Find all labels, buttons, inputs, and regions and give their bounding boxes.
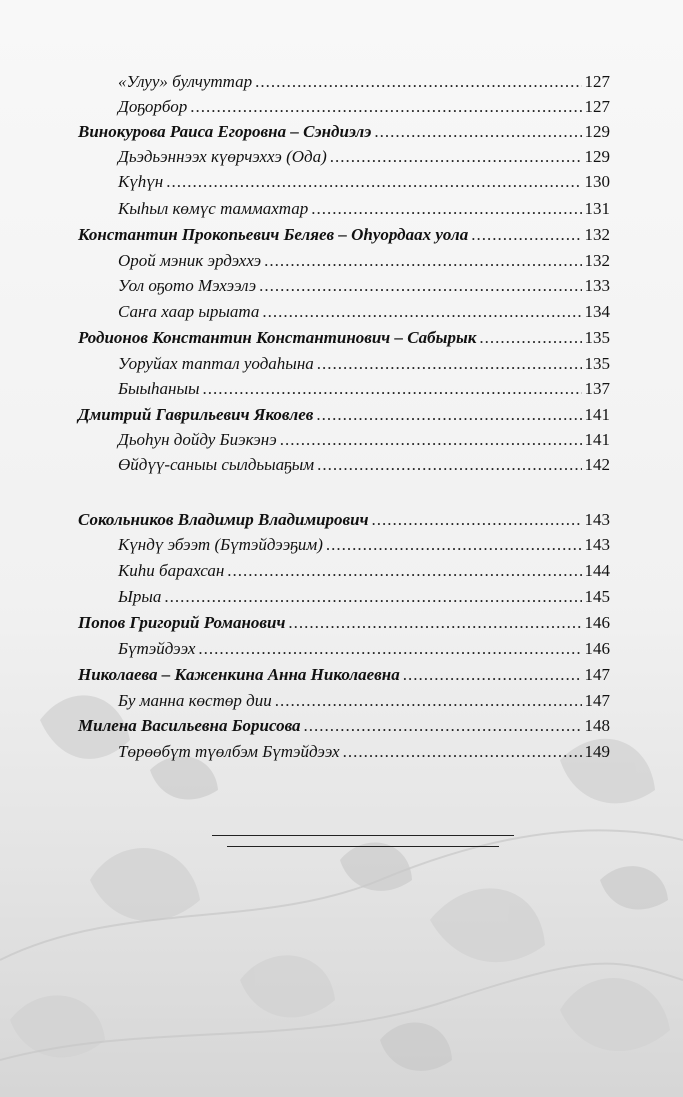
- toc-entry-work[interactable]: [118, 274, 610, 298]
- work-title: Доҕорбор: [118, 97, 188, 116]
- dot-leader: [259, 274, 581, 298]
- author-name: Дмитрий Гаврильевич Яковлев: [78, 405, 314, 424]
- author-name: Николаева – Каженкина Анна Николаевна: [78, 665, 400, 684]
- page-number: 127: [584, 72, 610, 91]
- page-number: 135: [584, 328, 610, 347]
- dot-leader: [275, 689, 582, 713]
- work-title: Дьоһун дойду Биэкэнэ: [118, 430, 277, 449]
- toc-entry-work[interactable]: [118, 689, 610, 713]
- work-title: Саҥа хаар ырыата: [118, 302, 260, 321]
- page-number: 147: [584, 665, 610, 684]
- toc-entry-work[interactable]: [118, 637, 610, 661]
- work-title: Кыһыл көмүс таммахтар: [118, 199, 309, 218]
- dot-leader: [326, 533, 582, 557]
- page-number: 129: [584, 122, 610, 141]
- author-name: Попов Григорий Романович: [78, 613, 286, 632]
- page-number: 149: [584, 742, 610, 761]
- closing-rule-bottom: [227, 846, 499, 847]
- toc-entry-work[interactable]: [118, 70, 610, 94]
- toc-entry-author[interactable]: [78, 223, 610, 247]
- dot-leader: [164, 585, 581, 609]
- toc-entry-work[interactable]: [118, 170, 610, 194]
- dot-leader: [198, 637, 581, 661]
- toc-entry-work[interactable]: [118, 428, 610, 452]
- work-title: Ырыа: [118, 587, 162, 606]
- author-name: Родионов Константин Константинович – Сабырык: [78, 328, 477, 347]
- work-title: Күндү эбээт (Бүтэйдээҕим): [118, 535, 323, 554]
- page-number: 134: [584, 302, 610, 321]
- work-title: Орой мэник эрдэххэ: [118, 251, 262, 270]
- dot-leader: [479, 326, 581, 350]
- toc-entry-author[interactable]: [78, 403, 610, 427]
- leaf-icon: [600, 866, 668, 909]
- leaf-icon: [340, 843, 412, 891]
- page-number: 130: [584, 172, 610, 191]
- author-name: Сокольников Владимир Владимирович: [78, 510, 369, 529]
- dot-leader: [288, 611, 581, 635]
- toc-entry-work[interactable]: [118, 197, 610, 221]
- toc-entry-work[interactable]: [118, 95, 610, 119]
- dot-leader: [311, 197, 581, 221]
- closing-rule-top: [212, 835, 514, 836]
- toc-entry-work[interactable]: [118, 249, 610, 273]
- dot-leader: [255, 70, 581, 94]
- toc-entry-work[interactable]: [118, 453, 610, 477]
- leaf-icon: [560, 978, 670, 1051]
- dot-leader: [471, 223, 581, 247]
- toc-entry-author[interactable]: [78, 326, 610, 350]
- page-number: 147: [584, 691, 610, 710]
- dot-leader: [262, 300, 581, 324]
- dot-leader: [316, 403, 581, 427]
- toc-entry-author[interactable]: [78, 120, 610, 144]
- dot-leader: [227, 559, 581, 583]
- toc-entry-work[interactable]: [118, 300, 610, 324]
- work-title: Уоруйах таптал уодаһына: [118, 354, 314, 373]
- work-title: Бүтэйдээх: [118, 639, 196, 658]
- author-name: Милена Васильевна Борисова: [78, 716, 301, 735]
- toc-entry-work[interactable]: [118, 533, 610, 557]
- author-name: Винокурова Раиса Егоровна – Сэндиэлэ: [78, 122, 372, 141]
- leaf-icon: [380, 1023, 452, 1071]
- page-number: 132: [584, 251, 610, 270]
- dot-leader: [317, 453, 581, 477]
- page-number: 141: [584, 430, 610, 449]
- page-number: 148: [584, 716, 610, 735]
- dot-leader: [330, 145, 582, 169]
- page-number: 142: [584, 455, 610, 474]
- leaf-icon: [430, 888, 545, 962]
- leaf-icon: [90, 848, 200, 921]
- toc-entry-work[interactable]: [118, 585, 610, 609]
- dot-leader: [372, 508, 582, 532]
- toc-entry-author[interactable]: [78, 714, 610, 738]
- dot-leader: [166, 170, 581, 194]
- page-number: 146: [584, 613, 610, 632]
- work-title: Быыһаныы: [118, 379, 200, 398]
- toc-entry-work[interactable]: [118, 377, 610, 401]
- toc-entry-work[interactable]: [118, 352, 610, 376]
- page-number: 137: [584, 379, 610, 398]
- page-number: 132: [584, 225, 610, 244]
- work-title: Төрөөбүт түөлбэм Бүтэйдээх: [118, 742, 340, 761]
- leaf-icon: [240, 955, 335, 1017]
- work-title: Күһүн: [118, 172, 164, 191]
- dot-leader: [203, 377, 582, 401]
- toc-entry-work[interactable]: [118, 559, 610, 583]
- dot-leader: [374, 120, 581, 144]
- dot-leader: [304, 714, 582, 738]
- work-title: Уол оҕото Мэхээлэ: [118, 276, 257, 295]
- page-number: 127: [584, 97, 610, 116]
- work-title: Бу манна көстөр дии: [118, 691, 272, 710]
- page-number: 146: [584, 639, 610, 658]
- page-number: 144: [584, 561, 610, 580]
- work-title: Дьэдьэннээх күөрчэххэ (Ода): [118, 147, 327, 166]
- dot-leader: [343, 740, 582, 764]
- dot-leader: [264, 249, 581, 273]
- page-number: 131: [584, 199, 610, 218]
- work-title: Киһи барахсан: [118, 561, 225, 580]
- toc-entry-work[interactable]: [118, 740, 610, 764]
- toc-entry-author[interactable]: [78, 611, 610, 635]
- page-number: 135: [584, 354, 610, 373]
- page-number: 141: [584, 405, 610, 424]
- page-number: 129: [584, 147, 610, 166]
- dot-leader: [317, 352, 582, 376]
- page-number: 145: [584, 587, 610, 606]
- author-name: Константин Прокопьевич Беляев – Оһуордаах уола: [78, 225, 469, 244]
- dot-leader: [280, 428, 582, 452]
- toc-entry-author[interactable]: [78, 508, 610, 532]
- page-number: 143: [584, 535, 610, 554]
- page-number: 143: [584, 510, 610, 529]
- dot-leader: [403, 663, 582, 687]
- toc-entry-work[interactable]: [118, 145, 610, 169]
- dot-leader: [190, 95, 581, 119]
- work-title: «Улуу» булчуттар: [118, 72, 253, 91]
- page-number: 133: [584, 276, 610, 295]
- work-title: Өйдүү-саныы сылдьыаҕым: [118, 455, 315, 474]
- toc-entry-author[interactable]: [78, 663, 610, 687]
